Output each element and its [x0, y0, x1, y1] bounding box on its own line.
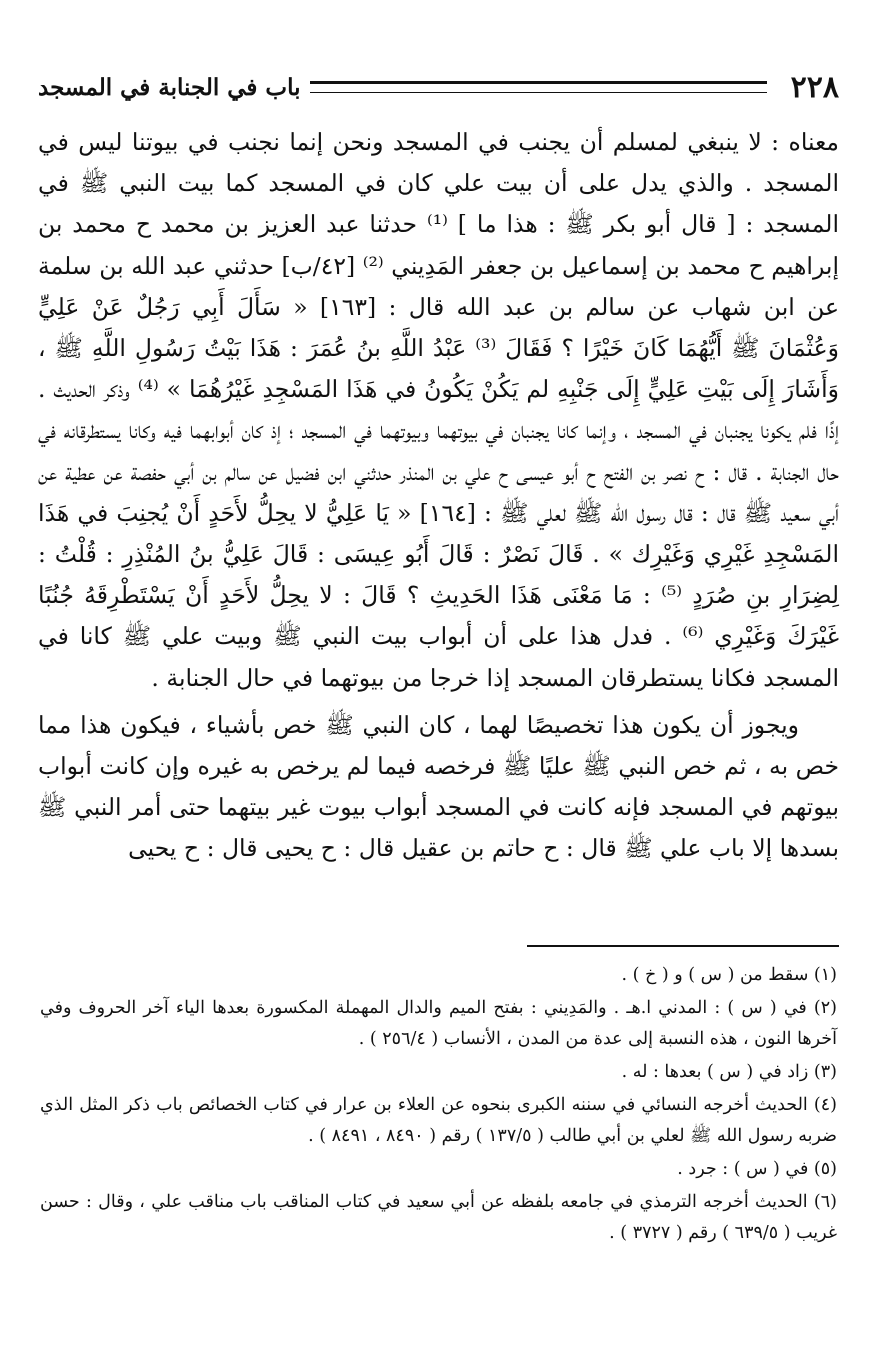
- header-rule: [310, 81, 766, 93]
- page-header: [38, 62, 839, 112]
- body-paragraph: معناه : لا ينبغي لمسلم أن يجنب في المسجد ونحن إنما نجنب في بيوتنا ليس في المسجد . والذي يدل على أن بيت علي كان في المسجد كما بيت النبي ﷺ في المسجد : [ قال أبو بكر ﷺ : هذا ما ] ⁽¹⁾ حدثنا عبد العزيز بن محمد ح محمد بن إبراهيم ح محمد بن إسماعيل بن جعفر المَدِيني ⁽²⁾ [٤٢/ب] حدثني عبد الله بن سلمة عن ابن شهاب عن سالم بن عبد الله قال : [١٦٣] « سَأَلَ أَبِي رَجُلٌ عَنْ عَلِيٍّ وَعُثْمَانَ ﷺ أَيُّهُمَا كَانَ خَيْرًا ؟ فَقَالَ ⁽³⁾ عَبْدُ اللَّهِ بنُ عُمَرَ : هَذَا بَيْتُ رَسُولِ اللَّهِ ﷺ ، وَأَشَارَ إِلَى بَيْتِ عَلِيٍّ إِلَى جَنْبِهِ لم يَكُنْ يَكُونُ في هَذَا المَسْجِدِ غَيْرُهُمَا » ⁽⁴⁾ وذكر الحديث . إذًا فلم يكونا يجنبان في المسجد ، وإنما كانا يجنبان في بيوتهما وبيوتهما في المسجد ؛ إذ كان أبوابهما فيه وكانا يستطرقانه في حال الجنابة . قال : ح نصر بن الفتح ح أبو عيسى ح علي بن المنذر حدثني ابن فضيل عن سالم بن أبي حفصة عن عطية عن أبي سعيد ﷺ قال : قال رسول الله ﷺ لعلي ﷺ : [١٦٤] « يَا عَلِيُّ لا يحِلُّ لأَحَدٍ أَنْ يُجنِبَ في هَذَا المَسْجِدِ غَيْرِي وَغَيْرِك » . قَالَ نَصْرٌ : قَالَ أَبُو عِيسَى : قَالَ عَلِيُّ بنُ المُنْذِرِ : قُلْتُ : لِضِرَارِ بنِ صُرَدٍ ⁽⁵⁾ : مَا مَعْنَى هَذَا الحَدِيثِ ؟ قَالَ : لا يحِلُّ لأَحَدٍ أَنْ يَسْتَطْرِقَهُ جُنُبًا غَيْرَكَ وَغَيْرِي ⁽⁶⁾ . فدل هذا على أن أبواب بيت النبي ﷺ وبيت علي ﷺ كانا في المسجد فكانا يستطرقان المسجد إذا خرجا من بيوتهما في حال الجنابة .: [38, 128, 840, 692]
- footnote-separator: [527, 945, 839, 947]
- footnotes: [40, 960, 837, 1251]
- main-text: [38, 122, 839, 870]
- footnote: (٢) في ( س ) : المدني ا.هـ . والمَدِيني : بفتح الميم والدال المهملة المكسورة بعدها الياء آخر الحروف وفي آخرها النون ، هذه النسبة إلى عدة من المدن ، الأنساب ( ٢٥٦/٤ ) .: [40, 998, 837, 1049]
- footnote: (٥) في ( س ) : جرد .: [677, 1159, 837, 1179]
- running-title: باب في الجنابة في المسجد: [38, 73, 301, 101]
- footnote: (٣) زاد في ( س ) بعدها : له .: [621, 1062, 837, 1082]
- page-number: ٢٢٨: [790, 69, 839, 105]
- footnote: (٦) الحديث أخرجه الترمذي في جامعه بلفظه عن أبي سعيد في كتاب المناقب باب مناقب علي ، وقال : حسن غريب ( ٦٣٩/٥ ) رقم ( ٣٧٢٧ ) .: [40, 1192, 837, 1243]
- body-paragraph: ويجوز أن يكون هذا تخصيصًا لهما ، كان النبي ﷺ خص بأشياء ، فيكون هذا مما خص به ، ثم خص النبي ﷺ عليًا ﷺ فرخصه فيما لم يرخص به غيره وإن كانت أبواب بيوتهم في المسجد فإنه كانت في المسجد أبواب بيوت غير بيتهما حتى أمر النبي ﷺ بسدها إلا باب علي ﷺ قال : ح حاتم بن عقيل قال : ح يحيى قال : ح يحيى: [38, 710, 839, 863]
- footnote: (١) سقط من ( س ) و ( خ ) .: [621, 965, 837, 985]
- footnote: (٤) الحديث أخرجه النسائي في سننه الكبرى بنحوه عن العلاء بن عرار في كتاب الخصائص باب ذكر المثل الذي ضربه رسول الله ﷺ لعلي بن أبي طالب ( ١٣٧/٥ ) رقم ( ٨٤٩٠ ، ٨٤٩١ ) .: [40, 1095, 837, 1146]
